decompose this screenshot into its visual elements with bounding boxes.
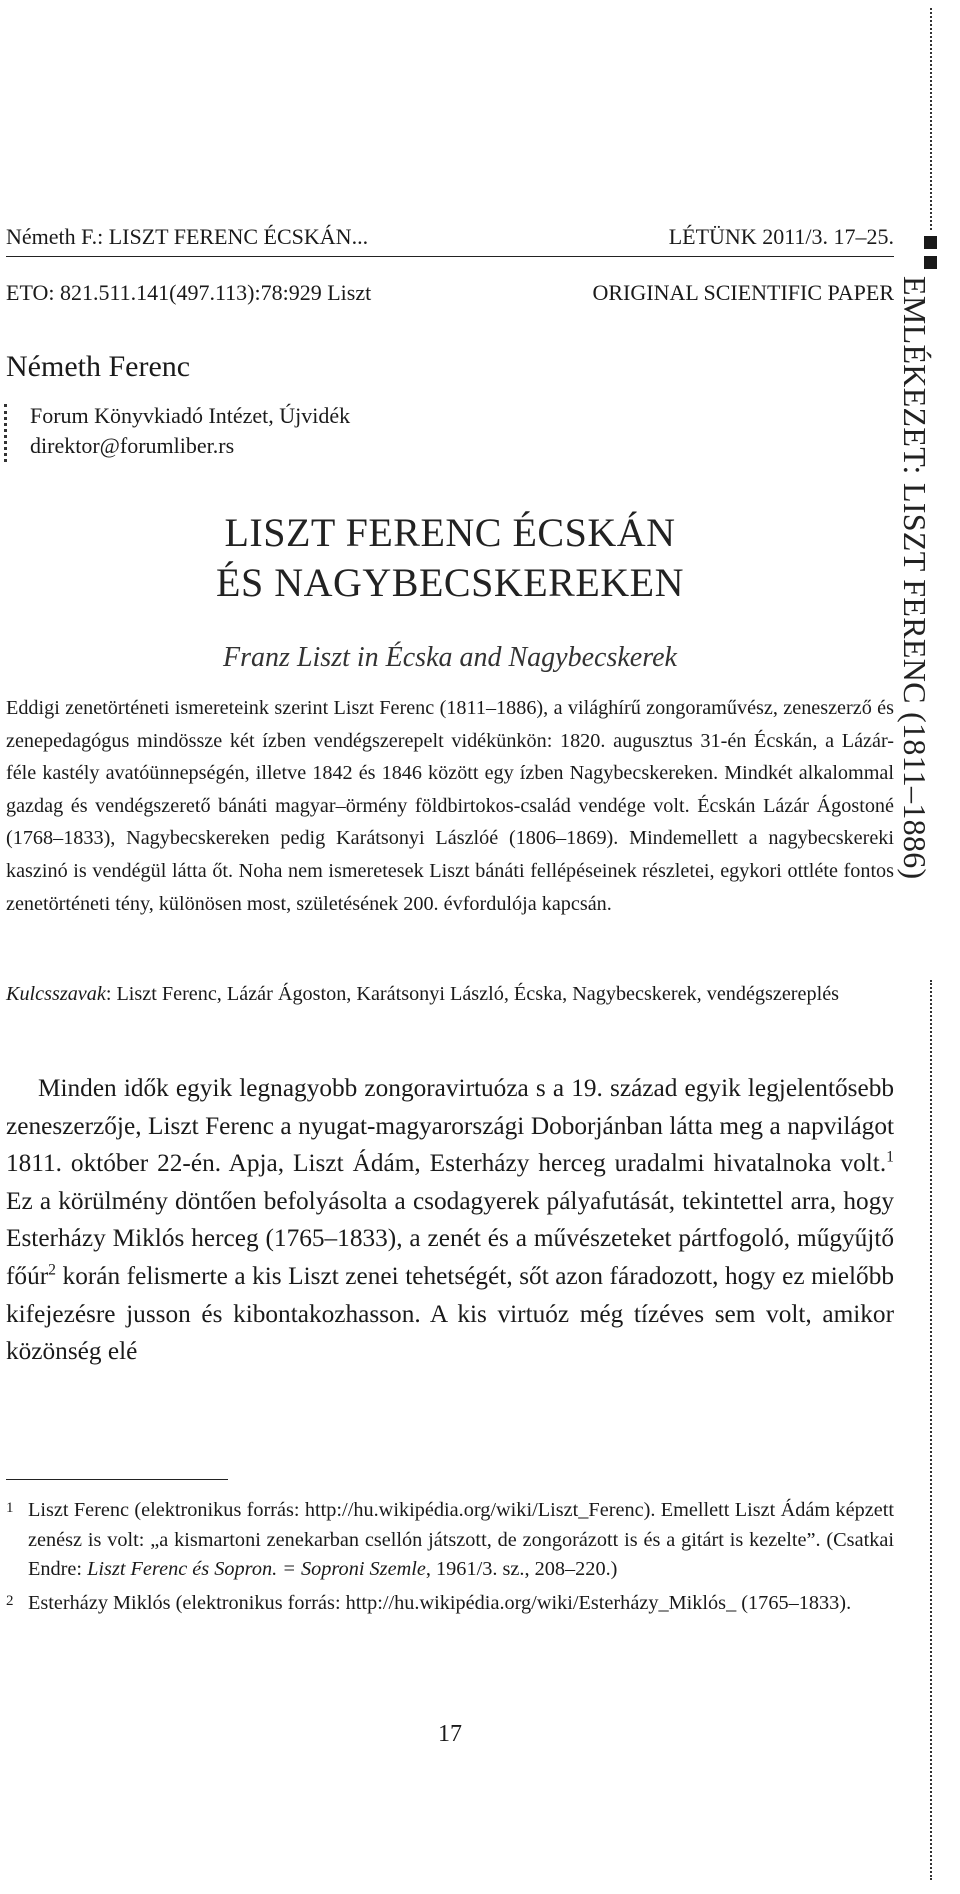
footnotes (6, 1496, 894, 1622)
classification-line (6, 278, 894, 308)
keywords-label: Kulcsszavak (6, 983, 106, 1005)
footnote-1 (6, 1496, 894, 1585)
side-section-title: EMLÉKEZET: LISZT FERENC (1811–1886) (897, 276, 933, 880)
footnote-ref-2[interactable]: 2 (48, 1261, 56, 1279)
page-number: 17 (438, 1721, 462, 1747)
article-title-line-2: ÉS NAGYBECSKEREKEN (216, 560, 684, 605)
udc-code: ETO: 821.511.141(497.113):78:929 Liszt (6, 280, 372, 305)
footnote-2 (6, 1589, 894, 1619)
author-affiliation (6, 401, 350, 461)
side-square-marker-1 (924, 236, 937, 249)
footnote-rule (6, 1479, 228, 1480)
footnote-1-italic: Liszt Ferenc és Sopron. = Soproni Szemle (87, 1558, 426, 1580)
keywords (6, 978, 894, 1010)
running-header (6, 222, 894, 252)
author-institution: Forum Könyvkiadó Intézet, Újvidék (30, 403, 351, 428)
footnote-1-text-b: , 1961/3. sz., 208–220.) (425, 1558, 618, 1580)
body-text-part-3: korán felismerte a kis Liszt zenei tehetségét, sőt azon fáradozott, hogy ez mielőbb kifejezésre jusson és kibontakozhasson. A kis virtuóz még tízéves sem volt, amikor közönség elé (6, 1261, 894, 1366)
side-dotted-line-top (930, 8, 932, 230)
abstract: Eddigi zenetörténeti ismereteink szerint Liszt Ferenc (1811–1886), a világhírű zongoraművész, zeneszerző és zenepedagógus mindössze két ízben vendégszerepelt vidékünkön: 1820. augusztus 31-én Écskán, a Lázár-féle kastély avatóünnepségén, illetve 1842 és 1846 között egy ízben Nagybecskereken. Mindkét alkalommal gazdag és vendégszerető bánáti magyar–örmény földbirtokos-család vendége volt. Écskán Lázár Ágostoné (1768–1833), Nagybecskereken pedig Karátsonyi Lászlóé (1806–1869). Mindemellett a nagybecskereki kaszinó is vendégül látta őt. Noha nem ismeretesek Liszt bánáti fellépéseinek részletei, egykori ottléte fontos zenetörténeti tény, különösen most, születésének 200. évfordulója kapcsán. (6, 697, 894, 915)
author-email[interactable]: direktor@forumliber.rs (30, 433, 235, 458)
footnote-2-text: Esterházy Miklós (elektronikus forrás: http://hu.wikipédia.org/wiki/Esterházy_Miklós_ (1765–1833). (28, 1591, 852, 1614)
header-rule (6, 256, 894, 257)
article-title-line-1: LISZT FERENC ÉCSKÁN (224, 510, 676, 555)
keywords-text: : Liszt Ferenc, Lázár Ágoston, Karátsonyi László, Écska, Nagybecskerek, vendégszereplés (105, 983, 840, 1005)
footnote-2-number: 2 (6, 1592, 14, 1609)
footnote-1-number: 1 (6, 1500, 14, 1516)
footnote-1-text-a: Liszt Ferenc (elektronikus forrás: http://hu.wikipédia.org/wiki/Liszt_Ferenc). Emellett Liszt Ádám képzett zenész is volt: „a kismartoni zenekarban csellón játszott, de zongorázott is és a gitárt is kezelte”. (Csatkai Endre: (28, 1499, 894, 1580)
side-square-marker-2 (924, 256, 937, 269)
article-english-title: Franz Liszt in Écska and Nagybecskerek (223, 642, 677, 673)
side-dotted-line-bottom (930, 980, 932, 1880)
paper-type: ORIGINAL SCIENTIFIC PAPER (592, 280, 894, 305)
running-header-right: LÉTÜNK 2011/3. 17–25. (668, 224, 894, 249)
footnote-ref-1[interactable]: 1 (886, 1148, 894, 1166)
article-title (0, 508, 900, 608)
author-name: Németh Ferenc (6, 350, 191, 383)
body-paragraph (6, 1070, 894, 1371)
running-header-left: Németh F.: LISZT FERENC ÉCSKÁN... (6, 224, 369, 249)
body-text-part-1: Minden idők egyik legnagyobb zongoravirtuóza s a 19. század egyik legjelentősebb zeneszerzője, Liszt Ferenc a nyugat-magyarországi Doborjánban látta meg a napvilágot 1811. október 22-én. Apja, Liszt Ádám, Esterházy herceg uradalmi hivatalnoka volt. (6, 1074, 894, 1178)
body-text-part-2: Ez a körülmény döntően befolyásolta a csodagyerek pályafutását, tekintettel arra, hogy Esterházy Miklós herceg (1765–1833), a zenét és a művészeteket pártfogoló, műgyűjtő főúr (6, 1186, 894, 1290)
